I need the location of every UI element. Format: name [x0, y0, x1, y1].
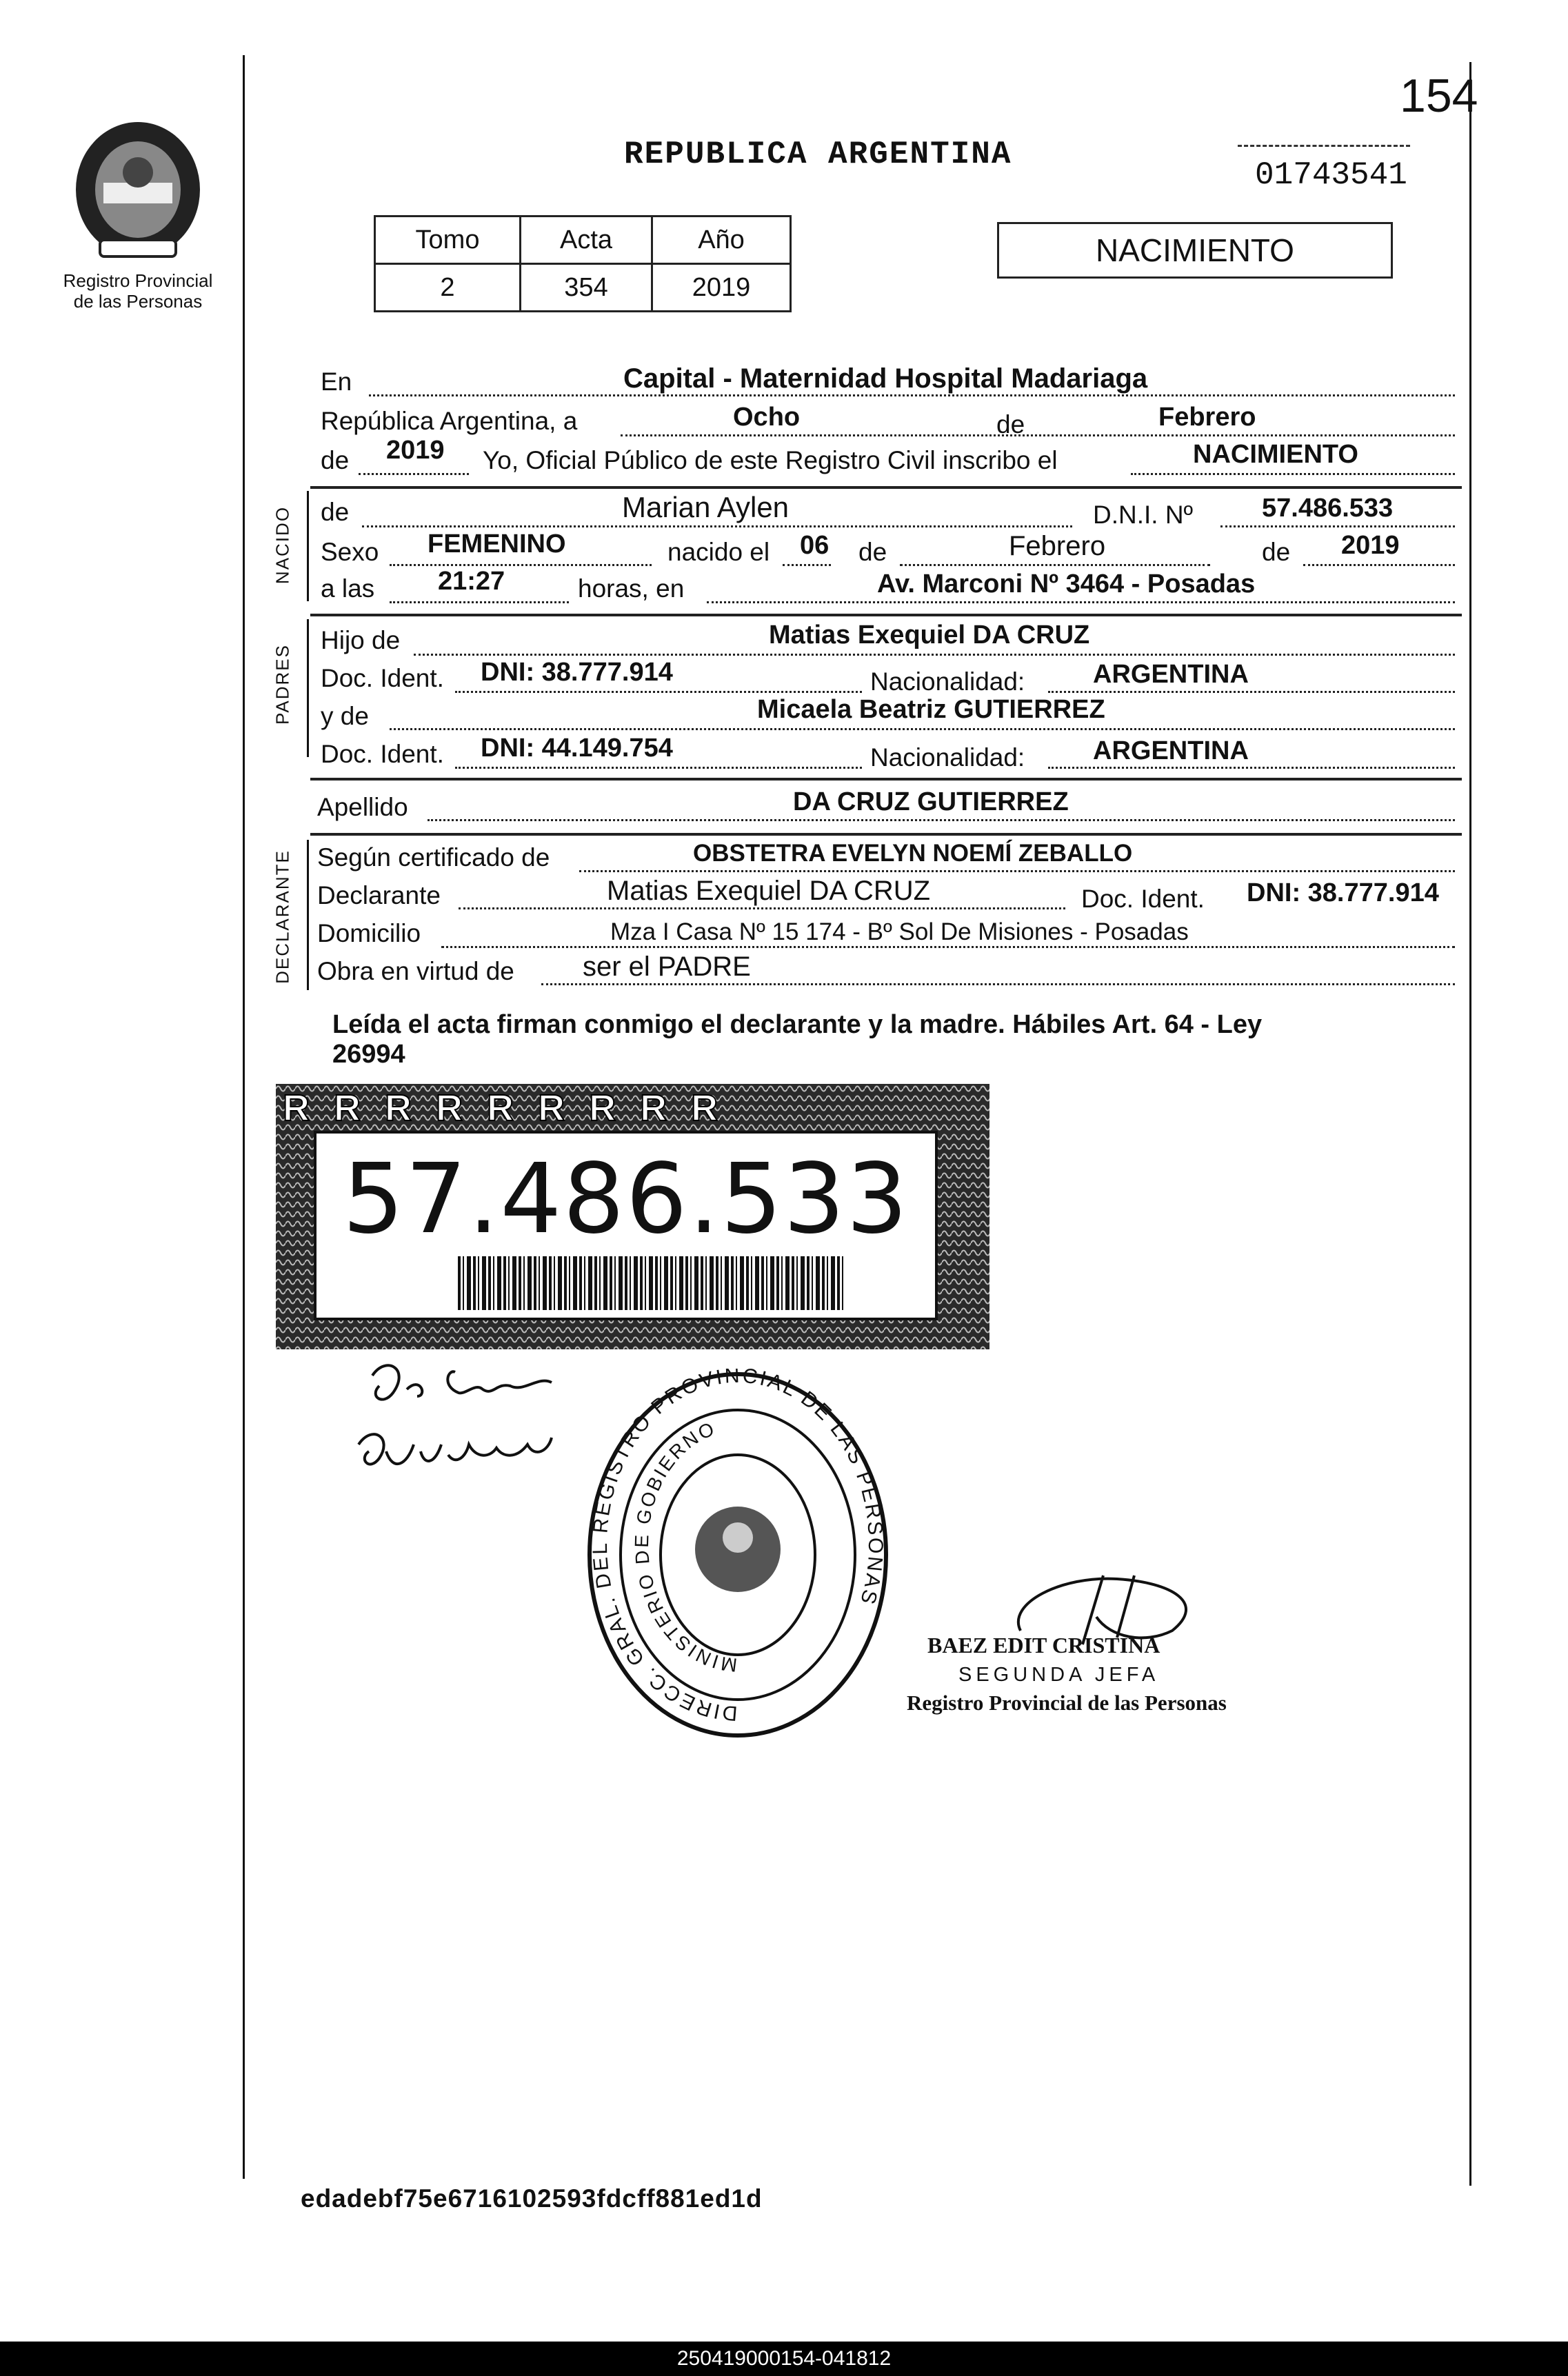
mother-doc-label: Doc. Ident.: [321, 740, 444, 768]
alas-label: a las: [321, 574, 375, 603]
mother-doc: DNI: 44.149.754: [481, 734, 673, 763]
serial-underline: [1238, 145, 1410, 147]
rule-2: [310, 614, 1462, 616]
de-label-2: de: [321, 446, 350, 474]
obra-dots: [541, 983, 1455, 985]
birth-time: 21:27: [438, 567, 505, 596]
rule-4: [310, 833, 1462, 836]
sexo-value: FEMENINO: [428, 530, 566, 558]
padres-bracket: [307, 619, 309, 757]
nacido-el-label: nacido el: [667, 538, 770, 566]
decl-label: Declarante: [317, 881, 441, 909]
official-org: Registro Provincial de las Personas: [907, 1691, 1227, 1715]
year-dots: [359, 473, 469, 475]
sexo-dots: [390, 564, 652, 566]
apellido-dots: [428, 819, 1455, 821]
sticker-number: 57.486.533: [342, 1143, 909, 1256]
left-margin-line: [243, 55, 245, 2179]
cert-dots: [579, 870, 1455, 872]
mother-doc-dots: [455, 767, 862, 769]
stamp-inner-text: MINISTERIO DE GOBIERNO: [630, 1417, 738, 1676]
dom-label: Domicilio: [317, 919, 421, 947]
table-value-acta: 354: [519, 263, 653, 312]
birth-address-dots: [707, 601, 1455, 603]
dom-value: Mza I Casa Nº 15 174 - Bº Sol De Misiones - Posadas: [610, 918, 1189, 945]
country-title: REPUBLICA ARGENTINA: [624, 137, 1012, 172]
right-margin-line: [1469, 62, 1471, 2186]
official-name: BAEZ EDIT CRISTINA: [927, 1633, 1160, 1658]
obra-value: ser el PADRE: [583, 952, 751, 982]
birth-month: Febrero: [1009, 531, 1106, 561]
footer-id-bar: 250419000154-041812: [0, 2342, 1568, 2376]
table-value-ano: 2019: [651, 263, 792, 312]
sticker-inner-panel: [314, 1131, 938, 1320]
obra-label: Obra en virtud de: [317, 957, 514, 985]
inscribo-value: NACIMIENTO: [1193, 440, 1358, 469]
child-dni: 57.486.533: [1262, 494, 1394, 523]
mother-nationality: ARGENTINA: [1093, 736, 1249, 765]
mother-dots: [390, 728, 1455, 730]
birth-address: Av. Marconi Nº 3464 - Posadas: [877, 570, 1256, 598]
decl-value: Matias Exequiel DA CRUZ: [607, 876, 931, 906]
closing-text-line1: Leída el acta firman conmigo el declarante y la madre. Hábiles Art. 64 - Ley: [332, 1010, 1263, 1039]
father-nat-dots: [1048, 691, 1455, 693]
mother-nat-label: Nacionalidad:: [870, 743, 1025, 772]
rep-label: República Argentina, a: [321, 407, 578, 435]
official-stamp: [583, 1369, 893, 1741]
father-doc-dots: [455, 691, 862, 693]
nacido-day-dots: [783, 564, 831, 566]
month-value: Febrero: [1158, 403, 1256, 432]
year-value: 2019: [386, 436, 445, 465]
mother-nat-dots: [1048, 767, 1455, 769]
father-doc-label: Doc. Ident.: [321, 664, 444, 692]
time-dots: [390, 601, 569, 603]
declarante-bracket: [307, 840, 309, 990]
cert-value: OBSTETRA EVELYN NOEMÍ ZEBALLO: [693, 840, 1133, 867]
serial-number: 01743541: [1255, 157, 1407, 193]
declarante-side-label: DECLARANTE: [272, 849, 293, 984]
hijo-label: Hijo de: [321, 626, 401, 654]
father-doc: DNI: 38.777.914: [481, 658, 673, 687]
id-sticker: [276, 1084, 989, 1349]
mother-name: Micaela Beatriz GUTIERREZ: [757, 695, 1105, 724]
father-nationality: ARGENTINA: [1093, 660, 1249, 689]
birth-year-dots: [1303, 564, 1455, 566]
en-label: En: [321, 368, 352, 396]
inscribo-label: Yo, Oficial Público de este Registro Civil inscribo el: [483, 446, 1058, 474]
birth-day: 06: [800, 531, 830, 560]
sticker-barcode: [458, 1256, 844, 1310]
en-dots: [369, 394, 1455, 396]
closing-text-line2: 26994: [332, 1040, 405, 1069]
child-name: Marian Aylen: [622, 491, 790, 523]
record-type-box: NACIMIENTO: [997, 222, 1393, 279]
rule-1: [310, 486, 1462, 489]
father-name: Matias Exequiel DA CRUZ: [769, 621, 1090, 650]
rep-dots: [621, 434, 1455, 436]
padres-side-label: PADRES: [272, 644, 293, 725]
apellido-value: DA CRUZ GUTIERREZ: [793, 787, 1069, 816]
sticker-pattern-row: R R R R R R R R R: [283, 1087, 725, 1125]
de-label-1: de: [996, 410, 1025, 439]
day-value: Ocho: [733, 403, 801, 432]
nacido-de-label-3: de: [1262, 538, 1291, 566]
apellido-label: Apellido: [317, 793, 408, 821]
inscribo-dots: [1131, 473, 1455, 475]
rule-3: [310, 778, 1462, 781]
nacido-de-label: de: [321, 498, 350, 526]
seal-org-label: Registro Provincial de las Personas: [63, 270, 213, 312]
table-header-tomo: Tomo: [374, 215, 521, 265]
horas-label: horas, en: [578, 574, 685, 603]
cert-label: Según certificado de: [317, 843, 550, 872]
decl-doc: DNI: 38.777.914: [1247, 878, 1439, 907]
declarant-signature: [345, 1355, 586, 1513]
provincial-seal: [66, 117, 210, 262]
birth-year: 2019: [1341, 531, 1400, 560]
father-nat-label: Nacionalidad:: [870, 667, 1025, 696]
table-header-acta: Acta: [519, 215, 653, 265]
table-header-ano: Año: [651, 215, 792, 265]
nacido-de-label-2: de: [858, 538, 887, 566]
yde-label: y de: [321, 702, 369, 730]
table-value-tomo: 2: [374, 263, 521, 312]
document-hash: edadebf75e6716102593fdcff881ed1d: [301, 2184, 763, 2213]
dni-dots: [1220, 525, 1455, 527]
place-value: Capital - Maternidad Hospital Madariaga: [623, 363, 1148, 394]
birth-month-dots: [900, 564, 1210, 566]
nacido-side-label: NACIDO: [272, 505, 293, 585]
decl-doc-label: Doc. Ident.: [1081, 885, 1205, 913]
sexo-label: Sexo: [321, 538, 379, 566]
stamp-outer-text: DIRECC. GRAL. DEL REGISTRO PROVINCIAL DE LAS PERSONAS: [588, 1369, 887, 1725]
official-title: SEGUNDA JEFA: [958, 1664, 1160, 1686]
dni-label: D.N.I. Nº: [1093, 501, 1194, 529]
page-number: 154: [1400, 70, 1478, 122]
decl-dots: [459, 907, 1065, 909]
father-dots: [414, 654, 1455, 656]
dom-dots: [441, 946, 1455, 948]
name-dots: [362, 525, 1072, 527]
nacido-bracket: [307, 491, 309, 601]
